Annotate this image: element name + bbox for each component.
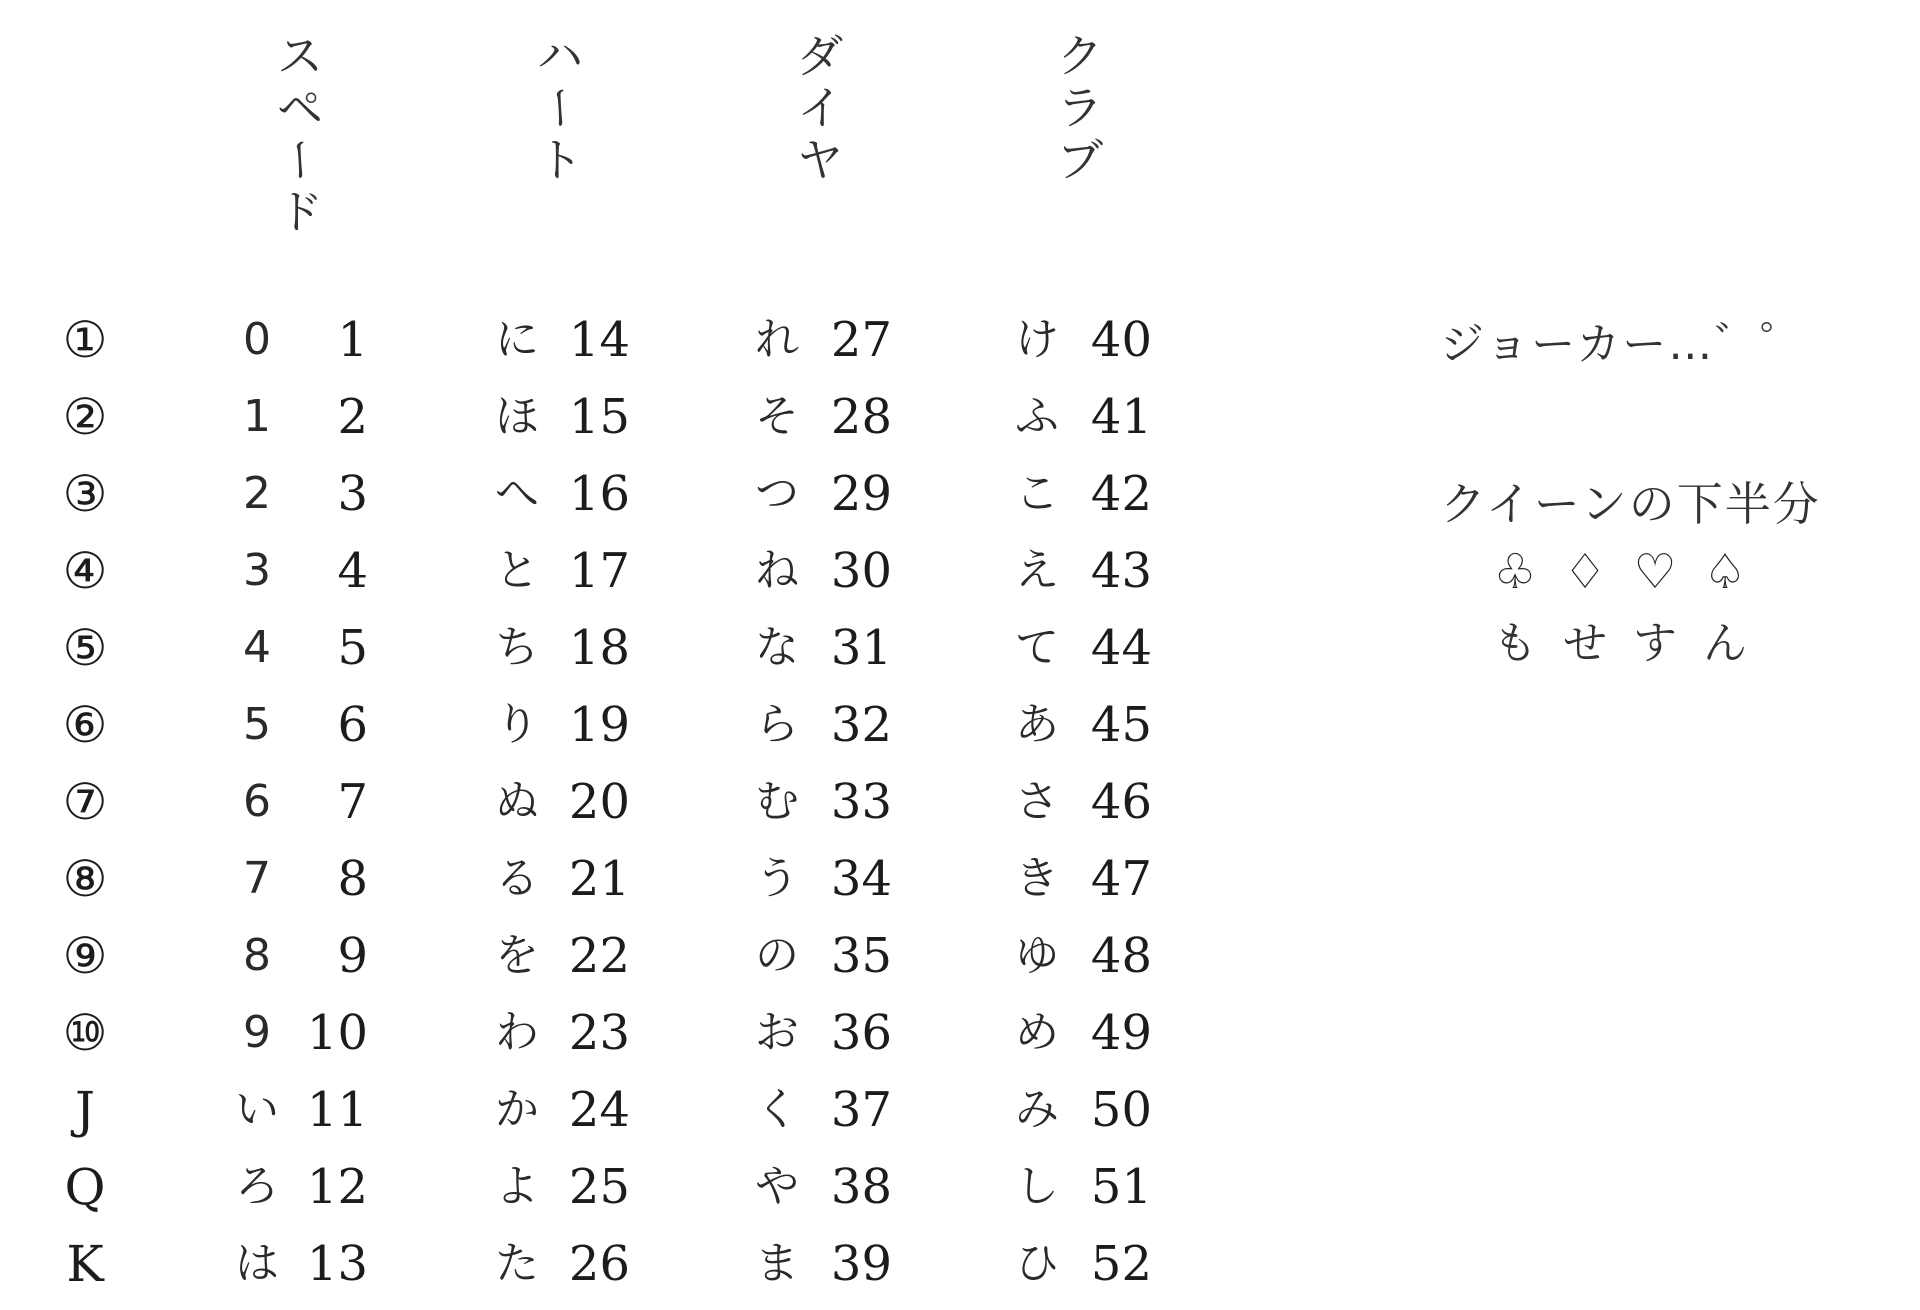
rank-cell: ⑧ (62, 850, 108, 908)
rank-cell: ③ (62, 465, 108, 523)
suit-header-char: ト (537, 133, 583, 187)
diamond-kana-cell: む (755, 776, 799, 827)
spade-num-cell: 4 (337, 543, 368, 599)
spade-num-cell: 12 (306, 1159, 368, 1215)
table-row (0, 1003, 1300, 1063)
heart-num-cell: 24 (568, 1082, 630, 1138)
table-row (0, 695, 1300, 755)
suit-header-char: ス (277, 29, 323, 83)
club-num-cell: 47 (1090, 851, 1152, 907)
diamond-kana-cell: や (755, 1161, 799, 1212)
heart-kana-cell: と (495, 545, 539, 596)
club-kana-cell: ゆ (1015, 930, 1059, 981)
spade-num-cell: 6 (337, 697, 368, 753)
diamond-kana-cell: れ (755, 314, 799, 365)
diamond-num-cell: 28 (830, 389, 892, 445)
queen-char: ん (1703, 618, 1747, 669)
diamond-num-cell: 30 (830, 543, 892, 599)
spade-num-cell: 3 (337, 466, 368, 522)
diamond-kana-cell: の (755, 930, 799, 981)
spade-icon: ♤ (1703, 544, 1747, 600)
table-row (0, 1080, 1300, 1140)
rank-cell: ② (62, 388, 108, 446)
spade-num-cell: 9 (337, 928, 368, 984)
table-row (0, 387, 1300, 447)
rank-cell: ⑦ (62, 773, 108, 831)
diamond-num-cell: 37 (830, 1082, 892, 1138)
diamond-num-cell: 38 (830, 1159, 892, 1215)
diamond-kana-cell: つ (755, 468, 799, 519)
suit-header-char: ヤ (797, 133, 843, 187)
club-num-cell: 45 (1090, 697, 1152, 753)
spade-num-cell: 8 (337, 851, 368, 907)
diamond-num-cell: 29 (830, 466, 892, 522)
heart-num-cell: 20 (568, 774, 630, 830)
heart-kana-cell: わ (495, 1007, 539, 1058)
spade-kana-cell: 0 (243, 314, 271, 365)
diamond-kana-cell: そ (755, 391, 799, 442)
suit-header-char: ク (1057, 29, 1103, 83)
spade-kana-cell: 5 (243, 699, 271, 750)
spade-kana-cell: 1 (243, 391, 271, 442)
rank-cell: J (74, 1081, 96, 1139)
diamond-num-cell: 39 (830, 1236, 892, 1292)
suit-header-club (1035, 30, 1125, 186)
spade-kana-cell: 7 (243, 853, 271, 904)
suit-header-spade (255, 30, 345, 238)
spade-kana-cell: 3 (243, 545, 271, 596)
queen-char: せ (1563, 618, 1607, 669)
joker-note: ジョーカー…゛゜ (1440, 319, 1807, 370)
table-row (0, 1157, 1300, 1217)
suit-header-char: ー (273, 137, 327, 183)
heart-icon: ♡ (1633, 544, 1677, 600)
spade-num-cell: 11 (306, 1082, 368, 1138)
heart-num-cell: 14 (568, 312, 630, 368)
diamond-kana-cell: ね (755, 545, 799, 596)
table-row (0, 541, 1300, 601)
club-kana-cell: て (1015, 622, 1059, 673)
suit-header-char: ド (277, 185, 323, 239)
rank-cell: Q (64, 1158, 106, 1216)
heart-num-cell: 15 (568, 389, 630, 445)
club-num-cell: 50 (1090, 1082, 1152, 1138)
club-kana-cell: め (1015, 1007, 1059, 1058)
diamond-kana-cell: ら (755, 699, 799, 750)
spade-kana-cell: 6 (243, 776, 271, 827)
suit-header-heart (515, 30, 605, 186)
heart-num-cell: 17 (568, 543, 630, 599)
diamond-kana-cell: お (755, 1007, 799, 1058)
diamond-kana-cell: ま (755, 1238, 799, 1289)
spade-num-cell: 2 (337, 389, 368, 445)
heart-kana-cell: ほ (495, 391, 539, 442)
suit-header-char: ー (533, 85, 587, 131)
spade-kana-cell: は (235, 1238, 279, 1289)
diamond-kana-cell: な (755, 622, 799, 673)
table-row (0, 772, 1300, 832)
club-num-cell: 41 (1090, 389, 1152, 445)
heart-kana-cell: る (495, 853, 539, 904)
heart-kana-cell: ぬ (495, 776, 539, 827)
spade-num-cell: 7 (337, 774, 368, 830)
suit-header-char: ブ (1057, 133, 1103, 187)
heart-num-cell: 19 (568, 697, 630, 753)
club-kana-cell: あ (1015, 699, 1059, 750)
suit-header-char: ラ (1057, 81, 1103, 135)
table-row (0, 618, 1300, 678)
queen-symbols-row (1480, 540, 1760, 604)
club-kana-cell: ふ (1015, 391, 1059, 442)
club-kana-cell: し (1015, 1161, 1059, 1212)
queen-char: す (1633, 618, 1677, 669)
table-row (0, 849, 1300, 909)
spade-kana-cell: い (235, 1084, 279, 1135)
diamond-kana-cell: く (755, 1084, 799, 1135)
suit-header-char: ハ (537, 29, 583, 83)
table-row (0, 310, 1300, 370)
diamond-icon: ♢ (1563, 544, 1607, 600)
diamond-num-cell: 36 (830, 1005, 892, 1061)
heart-kana-cell: り (495, 699, 539, 750)
rank-cell: ④ (62, 542, 108, 600)
heart-num-cell: 25 (568, 1159, 630, 1215)
club-kana-cell: こ (1015, 468, 1059, 519)
heart-kana-cell: ち (495, 622, 539, 673)
heart-kana-cell: た (495, 1238, 539, 1289)
diamond-kana-cell: う (755, 853, 799, 904)
club-num-cell: 51 (1090, 1159, 1152, 1215)
heart-num-cell: 16 (568, 466, 630, 522)
spade-kana-cell: 8 (243, 930, 271, 981)
suit-header-char: ダ (797, 29, 843, 83)
club-num-cell: 43 (1090, 543, 1152, 599)
spade-num-cell: 13 (306, 1236, 368, 1292)
queen-chars-row (1480, 612, 1760, 676)
spade-num-cell: 1 (337, 312, 368, 368)
table-row (0, 464, 1300, 524)
heart-kana-cell: へ (495, 468, 539, 519)
suit-header-char: イ (797, 81, 843, 135)
club-num-cell: 52 (1090, 1236, 1152, 1292)
table-row (0, 1234, 1300, 1294)
club-kana-cell: み (1015, 1084, 1059, 1135)
heart-num-cell: 26 (568, 1236, 630, 1292)
rank-cell: ⑤ (62, 619, 108, 677)
spade-kana-cell: 4 (243, 622, 271, 673)
club-num-cell: 46 (1090, 774, 1152, 830)
rank-cell: ⑩ (62, 1004, 108, 1062)
club-num-cell: 44 (1090, 620, 1152, 676)
rank-cell: ① (62, 311, 108, 369)
club-num-cell: 42 (1090, 466, 1152, 522)
table-row (0, 926, 1300, 986)
diamond-num-cell: 32 (830, 697, 892, 753)
club-kana-cell: け (1015, 314, 1059, 365)
spade-kana-cell: 2 (243, 468, 271, 519)
diamond-num-cell: 34 (830, 851, 892, 907)
club-kana-cell: ひ (1015, 1238, 1059, 1289)
heart-kana-cell: か (495, 1084, 539, 1135)
queen-char: も (1493, 618, 1537, 669)
heart-num-cell: 18 (568, 620, 630, 676)
spade-num-cell: 5 (337, 620, 368, 676)
club-icon: ♧ (1493, 544, 1537, 600)
queen-note-title: クイーンの下半分 (1440, 477, 1821, 531)
heart-kana-cell: よ (495, 1161, 539, 1212)
rank-cell: K (66, 1235, 104, 1293)
heart-num-cell: 21 (568, 851, 630, 907)
rank-cell: ⑥ (62, 696, 108, 754)
heart-num-cell: 23 (568, 1005, 630, 1061)
club-num-cell: 49 (1090, 1005, 1152, 1061)
rank-cell: ⑨ (62, 927, 108, 985)
diamond-num-cell: 27 (830, 312, 892, 368)
diamond-num-cell: 35 (830, 928, 892, 984)
spade-kana-cell: ろ (235, 1161, 279, 1212)
club-kana-cell: き (1015, 853, 1059, 904)
heart-num-cell: 22 (568, 928, 630, 984)
club-kana-cell: え (1015, 545, 1059, 596)
heart-kana-cell: を (495, 930, 539, 981)
club-num-cell: 40 (1090, 312, 1152, 368)
diamond-num-cell: 31 (830, 620, 892, 676)
club-num-cell: 48 (1090, 928, 1152, 984)
spade-kana-cell: 9 (243, 1007, 271, 1058)
suit-header-diamond (775, 30, 865, 186)
heart-kana-cell: に (495, 314, 539, 365)
diamond-num-cell: 33 (830, 774, 892, 830)
suit-header-char: ペ (277, 81, 323, 135)
club-kana-cell: さ (1015, 776, 1059, 827)
spade-num-cell: 10 (306, 1005, 368, 1061)
